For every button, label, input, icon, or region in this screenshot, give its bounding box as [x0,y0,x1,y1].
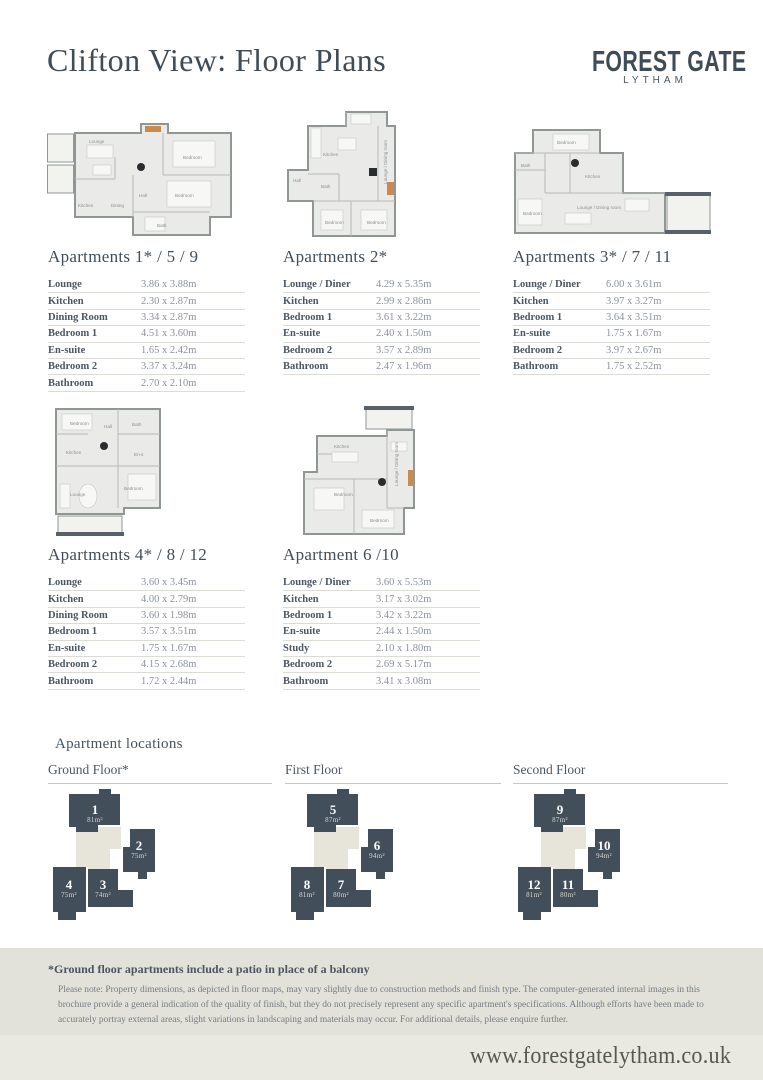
table-row [283,575,480,591]
room-name: Bathroom [513,361,559,373]
table-row [48,591,245,607]
table-row [48,673,245,689]
table-row [48,608,245,624]
apartment-area: 94m² [596,852,612,860]
room-size: 3.60 x 1.98m [141,609,197,621]
room-size: 3.57 x 3.51m [141,626,197,638]
room-size: 3.57 x 2.89m [376,344,432,356]
room-size: 3.17 x 3.02m [376,593,432,605]
floor-label-second: Second Floor [513,762,728,784]
apartment-area: 81m² [526,891,542,899]
room-name: Lounge [48,279,82,291]
room-size: 1.72 x 2.44m [141,675,197,687]
floorplan-apartments-1-5-9 [45,117,240,241]
plan-name: Apartment 6 /10 [283,545,399,564]
table-row [48,326,245,342]
dimensions-table [513,277,710,375]
room-label: Dining [111,203,125,208]
dimensions-table [48,575,245,690]
room-name: Kitchen [283,593,319,605]
room-label: En-s [134,452,144,457]
apartment-area: 81m² [87,816,103,824]
table-row [513,277,710,293]
apartment-area: 75m² [61,891,77,899]
room-size: 3.41 x 3.08m [376,675,432,687]
apartment-number: 3 [99,877,107,892]
plan-name: Apartments 2* [283,247,388,266]
room-size: 3.86 x 3.88m [141,279,197,291]
room-label: Bath [157,223,167,228]
apartment-area: 81m² [299,891,315,899]
room-label: Bedroom [334,492,353,497]
room-name: En-suite [48,344,86,356]
room-label: Lounge [89,139,105,144]
room-size: 3.61 x 3.22m [376,311,432,323]
table-row [283,673,480,689]
floor-diagram-second [513,787,625,927]
room-size: 3.60 x 5.53m [376,577,432,589]
footer-site-band [0,1035,763,1080]
room-name: Bedroom 1 [48,328,98,340]
room-size: 2.47 x 1.96m [376,361,432,373]
room-name: Lounge / Diner [513,279,581,291]
website-url[interactable]: www.forestgatelytham.co.uk [469,1043,731,1069]
table-row [48,359,245,375]
room-label: Bedroom [325,220,344,225]
room-size: 1.65 x 2.42m [141,344,197,356]
room-name: Kitchen [48,295,84,307]
room-size: 2.99 x 2.86m [376,295,432,307]
table-row [283,293,480,309]
brand-logo [575,44,747,86]
room-size: 3.42 x 3.22m [376,609,432,621]
table-row [283,326,480,342]
floor-diagram-ground [48,787,160,927]
room-label: Bath [521,163,531,168]
table-row [513,310,710,326]
apartment-number: 5 [329,802,337,817]
apartment-number: 9 [556,802,564,817]
room-name: Lounge / Diner [283,577,351,589]
room-size: 2.10 x 1.80m [376,642,432,654]
website-link[interactable] [447,1043,731,1070]
room-name: Bedroom 2 [513,344,563,356]
room-size: 2.40 x 1.50m [376,328,432,340]
dimensions-table [283,277,480,375]
room-label: Bedroom [70,421,89,426]
dimensions-table [48,277,245,392]
apartment-area: 80m² [560,891,576,899]
room-name: Kitchen [513,295,549,307]
footer-note-band [0,948,763,1035]
room-size: 4.15 x 2.68m [141,659,197,671]
room-name: Bedroom 2 [48,659,98,671]
table-row [513,359,710,375]
dimensions-table [283,575,480,690]
table-row [283,641,480,657]
room-size: 2.30 x 2.87m [141,295,197,307]
room-size: 3.34 x 2.87m [141,311,197,323]
room-size: 3.60 x 3.45m [141,577,197,589]
table-row [283,591,480,607]
room-size: 3.97 x 3.27m [606,295,662,307]
room-name: Dining Room [48,609,108,621]
apartment-area: 87m² [552,816,568,824]
room-name: En-suite [283,626,321,638]
room-name: Dining Room [48,311,108,323]
room-size: 3.37 x 3.24m [141,361,197,373]
room-name: Bedroom 1 [48,626,98,638]
room-label: Bedroom [370,518,389,523]
room-name: Bedroom 2 [283,344,333,356]
room-name: Kitchen [283,295,319,307]
room-size: 4.29 x 5.35m [376,279,432,291]
room-size: 2.69 x 5.17m [376,659,432,671]
room-label: Lounge / Dining room [394,442,399,486]
room-size: 4.00 x 2.79m [141,593,197,605]
floorplan-apartments-4-8-12 [48,404,166,538]
room-name: Bathroom [283,675,329,687]
room-label: Bedroom [175,193,194,198]
room-name: Lounge / Diner [283,279,351,291]
room-name: Lounge [48,577,82,589]
room-name: En-suite [513,328,551,340]
room-name: Kitchen [48,593,84,605]
floorplan-apartment-6-10 [292,404,430,538]
table-row [283,359,480,375]
apartment-area: 74m² [95,891,111,899]
apartment-area: 87m² [325,816,341,824]
room-name: Study [283,642,310,654]
table-row [513,326,710,342]
room-label: Bedroom [557,140,576,145]
table-row [48,375,245,391]
room-label: Kitchen [585,174,601,179]
table-row [48,277,245,293]
plan-name: Apartments 3* / 7 / 11 [513,247,672,266]
room-label: Bath [132,422,142,427]
room-name: Bathroom [48,377,94,389]
page-title: Clifton View: Floor Plans [47,42,387,78]
room-size: 3.64 x 3.51m [606,311,662,323]
apartment-area: 94m² [369,852,385,860]
table-row [283,343,480,359]
apartment-number: 4 [65,877,73,892]
room-name: Bedroom 2 [283,659,333,671]
room-label: Hall [139,193,147,198]
room-label: Bedroom [124,486,143,491]
room-name: Bathroom [283,361,329,373]
floorplan-apartments-3-7-11 [505,125,715,240]
table-row [283,310,480,326]
room-name: Bathroom [48,675,94,687]
room-name: Bedroom 1 [283,311,333,323]
floorplan-apartments-2 [283,110,455,240]
room-size: 3.97 x 2.67m [606,344,662,356]
room-label: Kitchen [66,450,82,455]
room-label: Lounge / Dining room [577,205,621,210]
room-label: Kitchen [78,203,94,208]
room-size: 2.70 x 2.10m [141,377,197,389]
room-label: Kitchen [323,152,339,157]
room-size: 2.44 x 1.50m [376,626,432,638]
room-size: 1.75 x 1.67m [141,642,197,654]
locations-title: Apartment locations [55,736,183,752]
table-row [513,343,710,359]
room-label: Hall [104,424,112,429]
plan-name: Apartments 1* / 5 / 9 [48,247,199,266]
room-label: Hall [293,178,301,183]
table-row [48,575,245,591]
table-row [48,657,245,673]
table-row [48,310,245,326]
plan-name: Apartments 4* / 8 / 12 [48,545,208,564]
apartment-number: 10 [597,838,611,853]
apartment-number: 6 [373,838,381,853]
room-label: Lounge [70,492,86,497]
table-row [48,343,245,359]
table-row [48,641,245,657]
apartment-number: 11 [561,877,575,892]
brand-name: FOREST GATE [591,44,747,78]
room-size: 4.51 x 3.60m [141,328,197,340]
room-size: 6.00 x 3.61m [606,279,662,291]
footer-note-bold: *Ground floor apartments include a patio in place of a balcony [48,962,370,976]
brand-location: LYTHAM [623,75,687,86]
room-name: Bedroom 2 [48,361,98,373]
room-label: Bedroom [523,211,542,216]
apartment-number: 1 [91,802,99,817]
floor-label-first: First Floor [285,762,501,784]
room-name: Bedroom 1 [283,609,333,621]
room-name: Bedroom 1 [513,311,563,323]
room-size: 1.75 x 1.67m [606,328,662,340]
table-row [513,293,710,309]
table-row [283,608,480,624]
floor-label-ground: Ground Floor* [48,762,272,784]
apartment-area: 80m² [333,891,349,899]
apartment-number: 12 [527,877,541,892]
room-name: En-suite [283,328,321,340]
room-label: Kitchen [334,444,350,449]
footer-note-small: Please note: Property dimensions, as depicted in floor maps, may vary slightly due to construction methods and finish type. The computer-generated internal images in this brochure provide a general indication of the quality of finish, but they do not precisely represent any specific apartment's specifications. Although efforts have been made to accurately portray external areas, slight variations in landscaping and materials may occur. For additional details, please enquire further. [58,985,704,1026]
table-row [48,293,245,309]
table-row [48,624,245,640]
apartment-number: 7 [337,877,345,892]
room-label: Bedroom [183,155,202,160]
apartment-number: 8 [303,877,311,892]
room-label: Lounge / Dining room [383,140,388,184]
table-row [283,624,480,640]
table-row [283,657,480,673]
room-label: Bedroom [367,220,386,225]
floor-diagram-first [286,787,398,927]
apartment-area: 75m² [131,852,147,860]
table-row [283,277,480,293]
room-name: En-suite [48,642,86,654]
apartment-number: 2 [135,838,143,853]
room-size: 1.75 x 2.52m [606,361,662,373]
room-label: Bath [321,184,331,189]
